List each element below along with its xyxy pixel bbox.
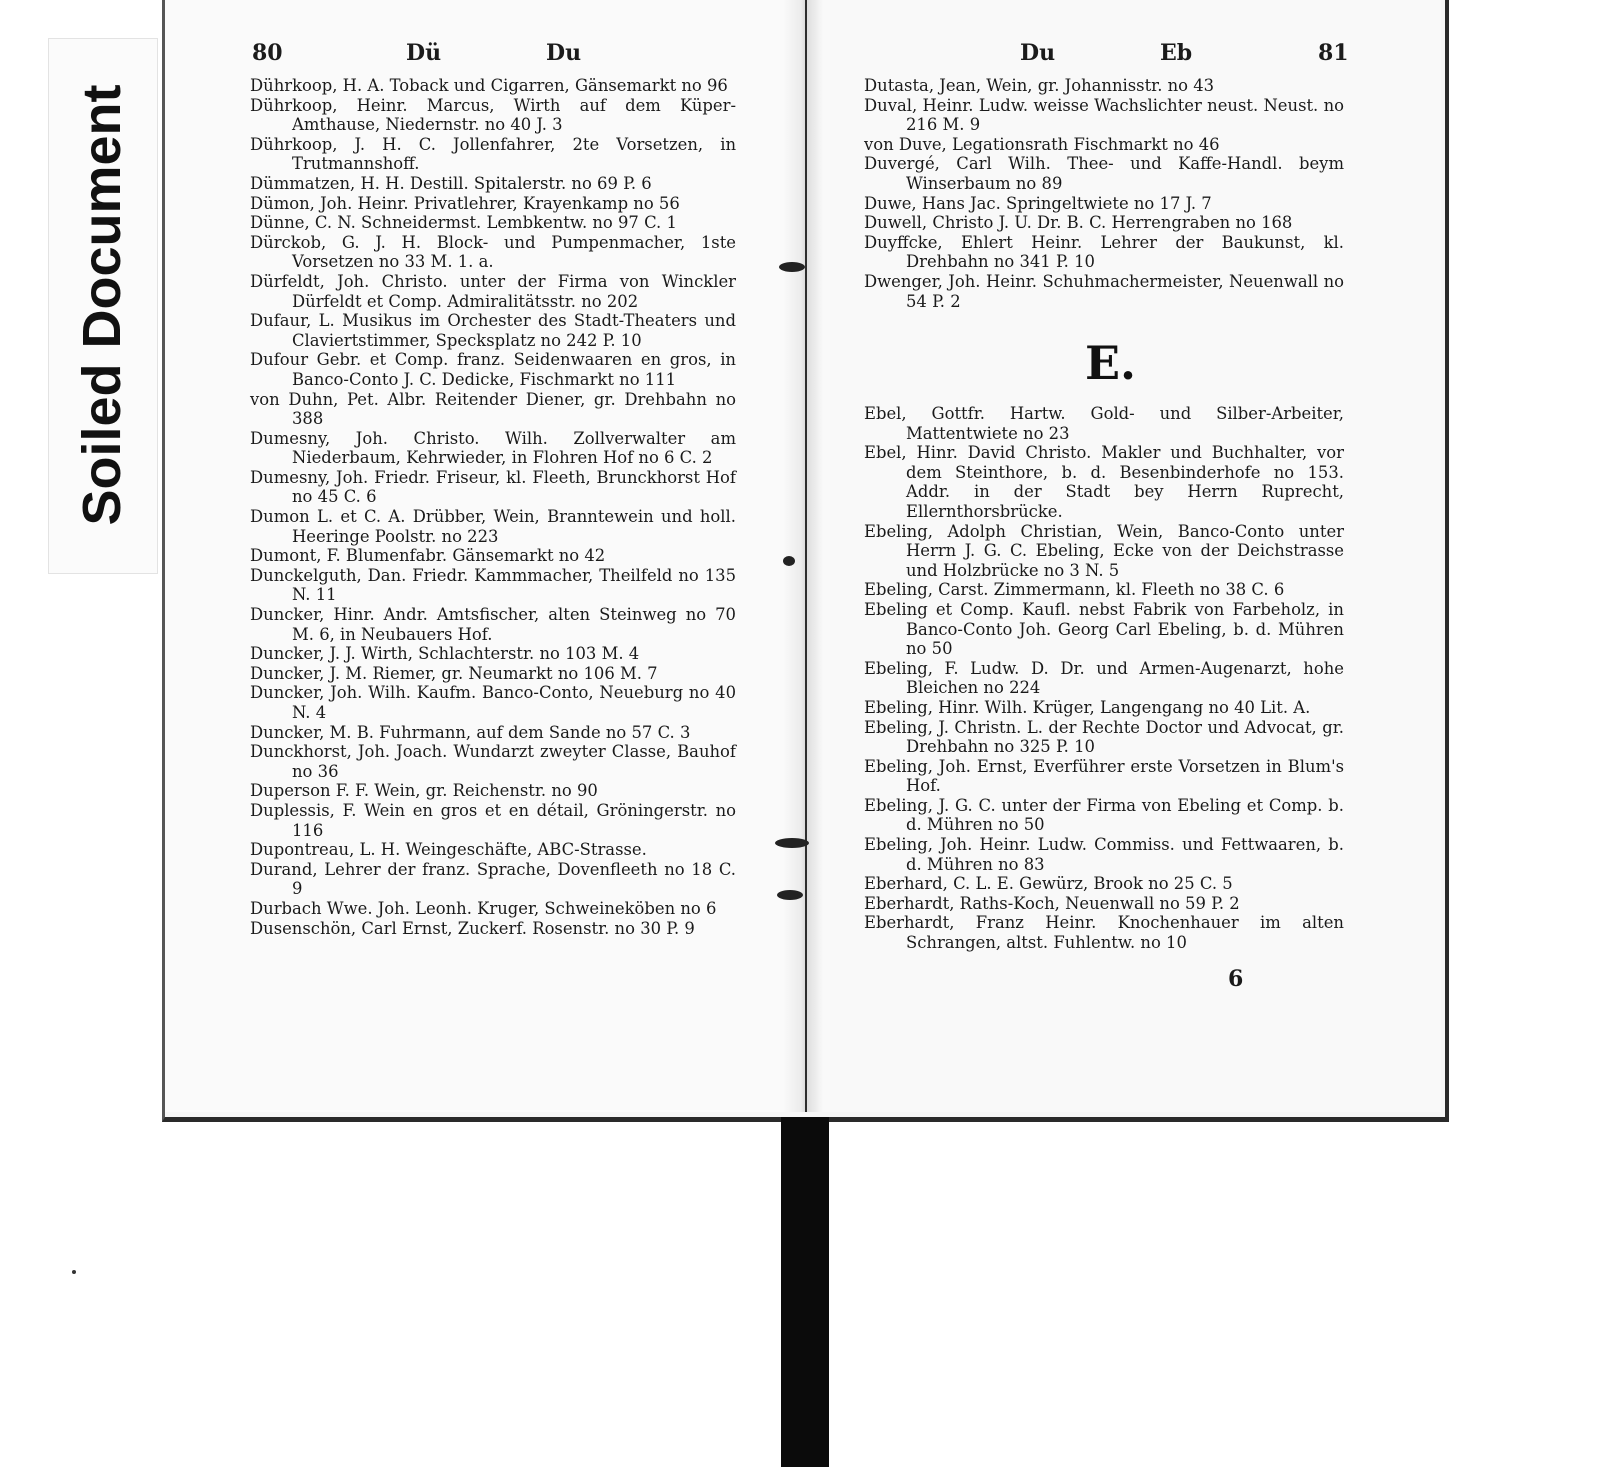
directory-entry: Eberhardt, Franz Heinr. Knochenhauer im alten Schrangen, altst. Fuhlentw. no 10 [864,913,1344,953]
left-header-left: Dü [406,40,442,66]
binding-stitch [779,262,805,272]
directory-entry: Duncker, J. J. Wirth, Schlachterstr. no 103 M. 4 [250,644,640,664]
directory-entry: Duncker, Joh. Wilh. Kaufm. Banco-Conto, Neueburg no 40 N. 4 [250,683,736,722]
directory-entry: Dutasta, Jean, Wein, gr. Johannisstr. no 43 [864,76,1215,95]
directory-entry: Ebel, Gottfr. Hartw. Gold- und Silber-Arbeiter, Mattentwiete no 23 [864,404,1344,443]
left-header-right: Du [546,40,582,66]
binding-stitch [777,890,803,900]
directory-entry: Ebel, Hinr. David Christo. Makler und Buchhalter, vor dem Steinthore, b. d. Besenbinderhofe no 153. Addr. in der Stadt bey Herrn Ruprecht, Ellernthorsbrücke. [864,443,1344,521]
signature-mark: 6 [1228,966,1244,992]
directory-entry: Dufaur, L. Musikus im Orchester des Stadt-Theaters und Claviertstimmer, Specksplatz no 242 P. 10 [250,311,736,350]
directory-entry: Dupontreau, L. H. Weingeschäfte, ABC-Strasse. [250,840,647,860]
left-page-number: 80 [252,40,283,66]
directory-entry: Dührkoop, H. A. Toback und Cigarren, Gänsemarkt no 96 [250,76,728,95]
directory-entry: Duplessis, F. Wein en gros et en détail, Gröningerstr. no 116 [250,800,736,840]
directory-entry: Dührkoop, J. H. C. Jollenfahrer, 2te Vorsetzen, in Trutmannshoff. [250,134,736,174]
directory-entry: Durand, Lehrer der franz. Sprache, Dovenfleeth no 18 C. 9 [250,859,736,899]
directory-entry: Dusenschön, Carl Ernst, Zuckerf. Rosenstr. no 30 P. 9 [250,918,695,938]
directory-entry: Durbach Wwe. Joh. Leonh. Kruger, Schweineköben no 6 [250,898,717,918]
section-letter: E. [1085,336,1137,390]
bookmark-ribbon [781,1117,829,1467]
directory-entry: Ebeling et Comp. Kaufl. nebst Fabrik von Farbeholz, in Banco-Conto Joh. Georg Carl Ebeling, b. d. Mühren no 50 [864,599,1344,659]
directory-entry: Ebeling, Hinr. Wilh. Krüger, Langengang no 40 Lit. A. [864,697,1311,717]
directory-entry: Duwe, Hans Jac. Springeltwiete no 17 J. 7 [864,193,1212,213]
directory-entry: Dufour Gebr. et Comp. franz. Seidenwaaren en gros, in Banco-Conto J. C. Dedicke, Fischmarkt no 111 [250,350,736,389]
directory-entry: Duncker, Hinr. Andr. Amtsfischer, alten Steinweg no 70 M. 6, in Neubauers Hof. [250,605,736,644]
directory-entry: Dürfeldt, Joh. Christo. unter der Firma von Winckler Dürfeldt et Comp. Admiralitätsstr. no 202 [250,271,736,311]
directory-entry: Dümmatzen, H. H. Destill. Spitalerstr. no 69 P. 6 [250,173,652,193]
right-entries-list-after [864,404,1344,953]
directory-entry: Dumont, F. Blumenfabr. Gänsemarkt no 42 [250,546,606,566]
directory-entry: Dumon L. et C. A. Drübber, Wein, Branntewein und holl. Heeringe Poolstr. no 223 [250,507,736,546]
directory-entry: Dürckob, G. J. H. Block- und Pumpenmacher, 1ste Vorsetzen no 33 M. 1. a. [250,232,736,272]
right-header-right: Eb [1160,40,1193,66]
directory-entry: Ebeling, Adolph Christian, Wein, Banco-Conto unter Herrn J. G. C. Ebeling, Ecke von der Deichstrasse und Holzbrücke no 3 N. 5 [864,521,1344,580]
directory-entry: Ebeling, Carst. Zimmermann, kl. Fleeth no 38 C. 6 [864,580,1285,600]
directory-entry: Ebeling, Joh. Ernst, Everführer erste Vorsetzen in Blum's Hof. [864,756,1344,796]
directory-entry: Dwenger, Joh. Heinr. Schuhmachermeister, Neuenwall no 54 P. 2 [864,271,1344,311]
directory-entry: Ebeling, J. G. C. unter der Firma von Ebeling et Comp. b. d. Mühren no 50 [864,795,1344,835]
directory-entry: Duwell, Christo J. U. Dr. B. C. Herrengraben no 168 [864,213,1293,233]
directory-entry: Dumesny, Joh. Christo. Wilh. Zollverwalter am Niederbaum, Kehrwieder, in Flohren Hof no 6 C. 2 [250,428,736,468]
directory-entry: Duperson F. F. Wein, gr. Reichenstr. no 90 [250,781,598,801]
directory-entry: Dührkoop, Heinr. Marcus, Wirth auf dem Küper-Amthause, Niedernstr. no 40 J. 3 [250,95,736,135]
directory-entry: Duncker, M. B. Fuhrmann, auf dem Sande no 57 C. 3 [250,722,691,742]
directory-entry: Ebeling, J. Christn. L. der Rechte Doctor und Advocat, gr. Drehbahn no 325 P. 10 [864,717,1344,757]
directory-entry: Dumesny, Joh. Friedr. Friseur, kl. Fleeth, Brunckhorst Hof no 45 C. 6 [250,467,736,507]
right-page-number: 81 [1318,40,1349,66]
directory-entry: Ebeling, Joh. Heinr. Ludw. Commiss. und Fettwaaren, b. d. Mühren no 83 [864,835,1344,874]
directory-entry: Duncker, J. M. Riemer, gr. Neumarkt no 106 M. 7 [250,663,658,683]
directory-entry: Dünne, C. N. Schneidermst. Lembkentw. no 97 C. 1 [250,213,677,233]
directory-entry: Dunckelguth, Dan. Friedr. Kammmacher, Theilfeld no 135 N. 11 [250,565,736,605]
directory-entry: Duval, Heinr. Ludw. weisse Wachslichter neust. Neust. no 216 M. 9 [864,95,1344,135]
right-entries-list-before [864,76,1344,311]
directory-entry: Eberhardt, Raths-Koch, Neuenwall no 59 P. 2 [864,893,1240,913]
directory-entry: von Duve, Legationsrath Fischmarkt no 46 [864,134,1220,154]
directory-entry: von Duhn, Pet. Albr. Reitender Diener, gr. Drehbahn no 388 [250,389,736,429]
directory-entry: Ebeling, F. Ludw. D. Dr. und Armen-Augenarzt, hohe Bleichen no 224 [864,658,1344,698]
speck [72,1270,76,1274]
stamp-label: Soiled Document [72,84,132,526]
directory-entry: Eberhard, C. L. E. Gewürz, Brook no 25 C. 5 [864,874,1233,894]
directory-entry: Dümon, Joh. Heinr. Privatlehrer, Krayenkamp no 56 [250,193,680,213]
directory-entry: Duyffcke, Ehlert Heinr. Lehrer der Baukunst, kl. Drehbahn no 341 P. 10 [864,232,1344,272]
binding-stitch [775,838,809,848]
directory-entry: Duvergé, Carl Wilh. Thee- und Kaffe-Handl. beym Winserbaum no 89 [864,154,1344,193]
binding-stitch [783,556,795,566]
right-header-left: Du [1020,40,1056,66]
left-entries-list [250,76,736,938]
directory-entry: Dunckhorst, Joh. Joach. Wundarzt zweyter Classe, Bauhof no 36 [250,742,736,781]
